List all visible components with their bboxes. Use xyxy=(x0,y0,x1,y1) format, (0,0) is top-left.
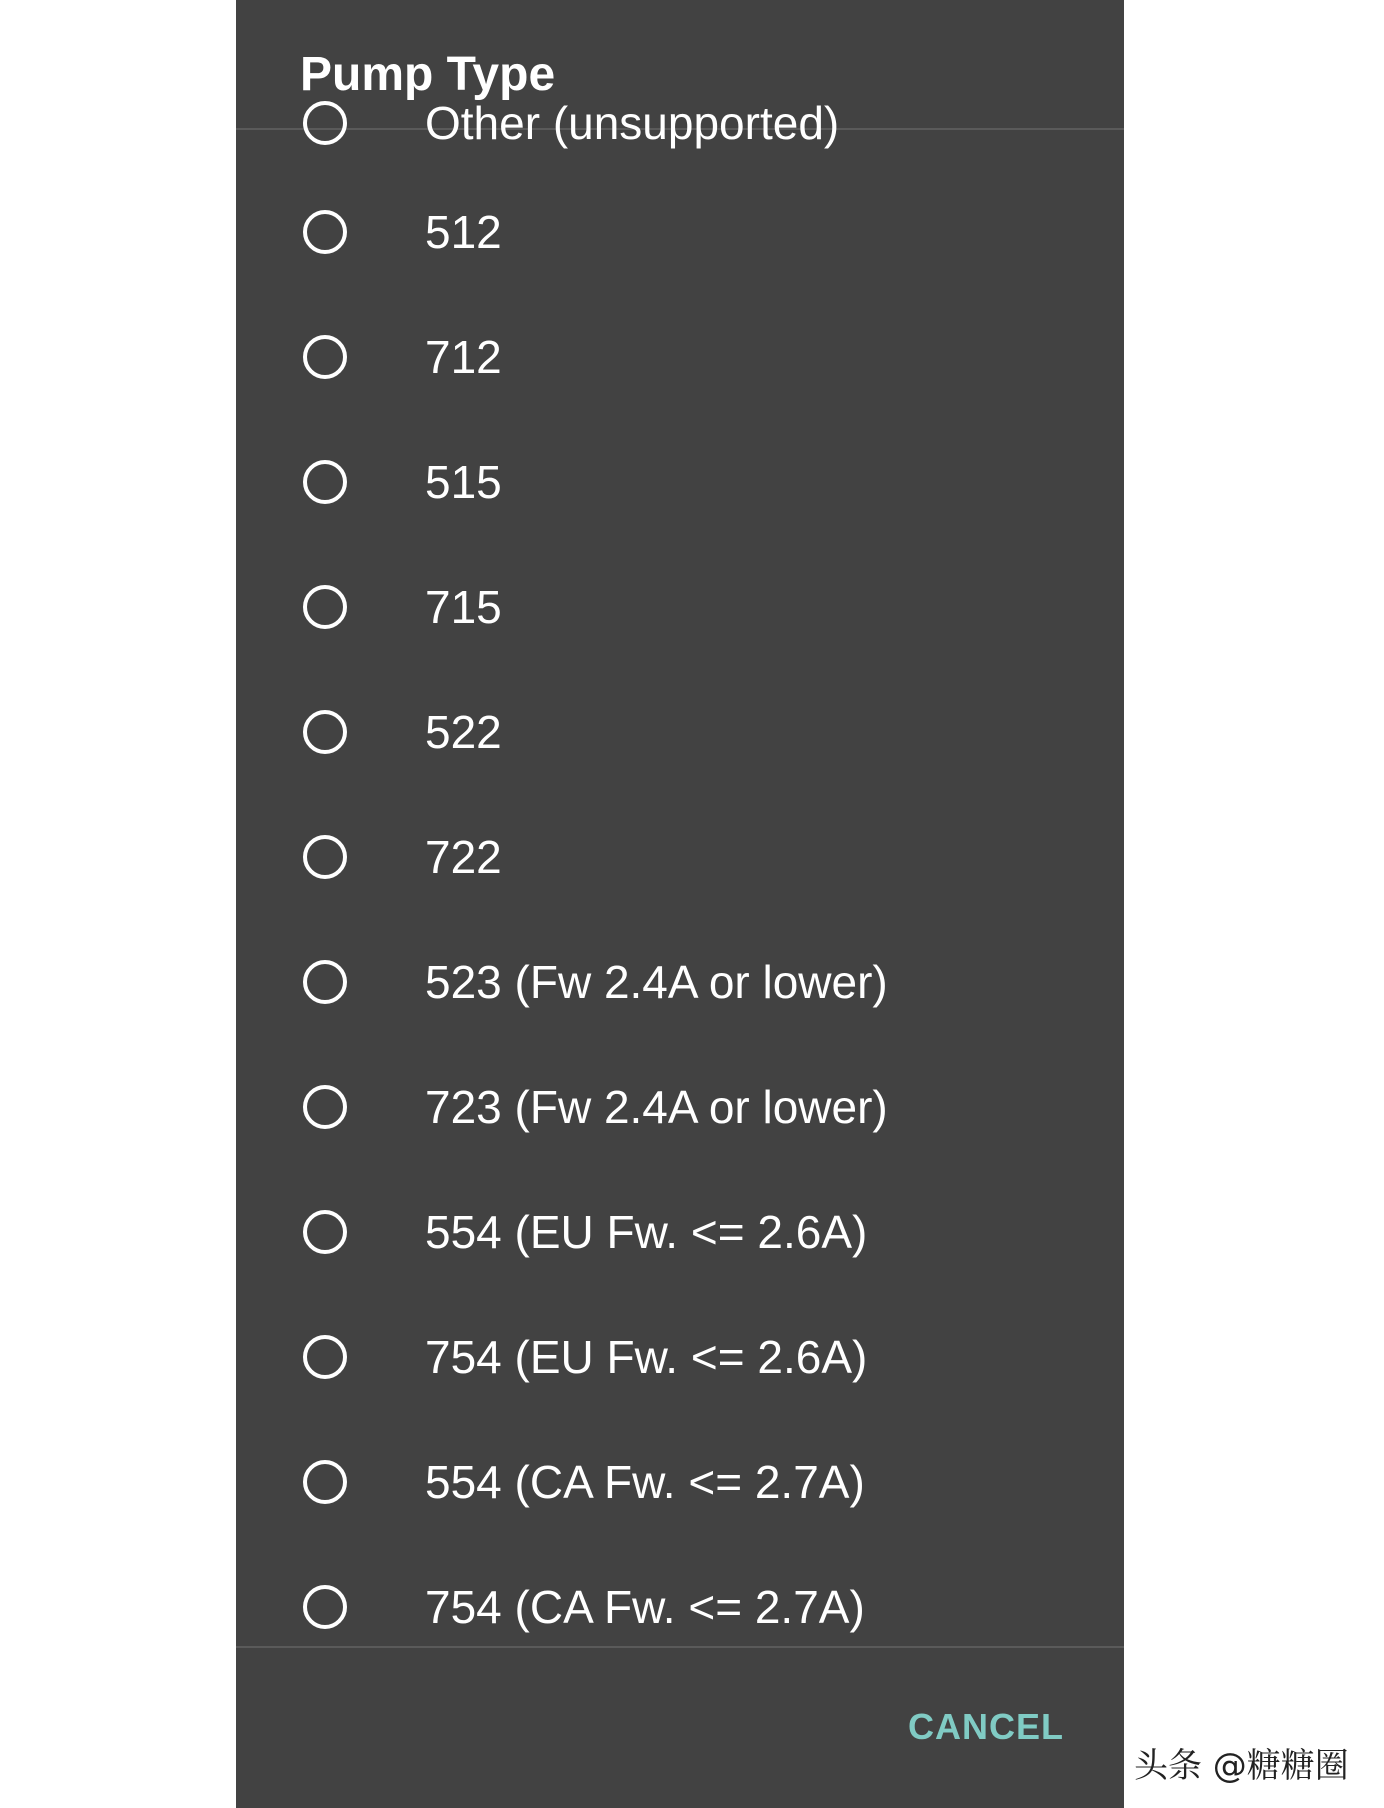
dialog-title: Pump Type xyxy=(300,48,556,101)
option-754-eu[interactable] xyxy=(236,1297,1124,1422)
option-712[interactable] xyxy=(236,297,1124,422)
option-label: 722 xyxy=(425,831,502,883)
option-515[interactable] xyxy=(236,422,1124,547)
option-723[interactable] xyxy=(236,1047,1124,1172)
option-label: 522 xyxy=(425,706,502,758)
radio-button-icon[interactable] xyxy=(303,1210,347,1254)
radio-button-icon[interactable] xyxy=(303,210,347,254)
radio-button-icon[interactable] xyxy=(303,1335,347,1379)
option-label: 554 (EU Fw. <= 2.6A) xyxy=(425,1206,868,1258)
radio-button-icon[interactable] xyxy=(303,835,347,879)
radio-button-icon[interactable] xyxy=(303,101,347,145)
option-label: 512 xyxy=(425,206,502,258)
option-554-eu[interactable] xyxy=(236,1172,1124,1297)
radio-button-icon[interactable] xyxy=(303,460,347,504)
option-label: 712 xyxy=(425,331,502,383)
cancel-button[interactable]: CANCEL xyxy=(908,1706,1064,1747)
radio-button-icon[interactable] xyxy=(303,1585,347,1629)
option-722[interactable] xyxy=(236,797,1124,922)
pump-type-dialog xyxy=(236,0,1124,1808)
option-label: 754 (EU Fw. <= 2.6A) xyxy=(425,1331,868,1383)
option-other-unsupported[interactable] xyxy=(236,63,1124,188)
radio-button-icon[interactable] xyxy=(303,1085,347,1129)
radio-button-icon[interactable] xyxy=(303,1460,347,1504)
option-label: Other (unsupported) xyxy=(425,97,840,149)
dialog-actions xyxy=(236,1648,1124,1808)
radio-button-icon[interactable] xyxy=(303,960,347,1004)
option-label: 754 (CA Fw. <= 2.7A) xyxy=(425,1581,865,1633)
option-label: 523 (Fw 2.4A or lower) xyxy=(425,956,888,1008)
radio-button-icon[interactable] xyxy=(303,710,347,754)
option-512[interactable] xyxy=(236,172,1124,297)
pump-type-option-list[interactable] xyxy=(236,97,1124,1646)
watermark: 头条 @糖糖圈 xyxy=(1134,1746,1349,1786)
option-label: 515 xyxy=(425,456,502,508)
option-554-ca[interactable] xyxy=(236,1422,1124,1547)
option-523[interactable] xyxy=(236,922,1124,1047)
option-label: 554 (CA Fw. <= 2.7A) xyxy=(425,1456,865,1508)
option-label: 715 xyxy=(425,581,502,633)
option-715[interactable] xyxy=(236,547,1124,672)
option-522[interactable] xyxy=(236,672,1124,797)
option-label: 723 (Fw 2.4A or lower) xyxy=(425,1081,888,1133)
radio-button-icon[interactable] xyxy=(303,335,347,379)
radio-button-icon[interactable] xyxy=(303,585,347,629)
